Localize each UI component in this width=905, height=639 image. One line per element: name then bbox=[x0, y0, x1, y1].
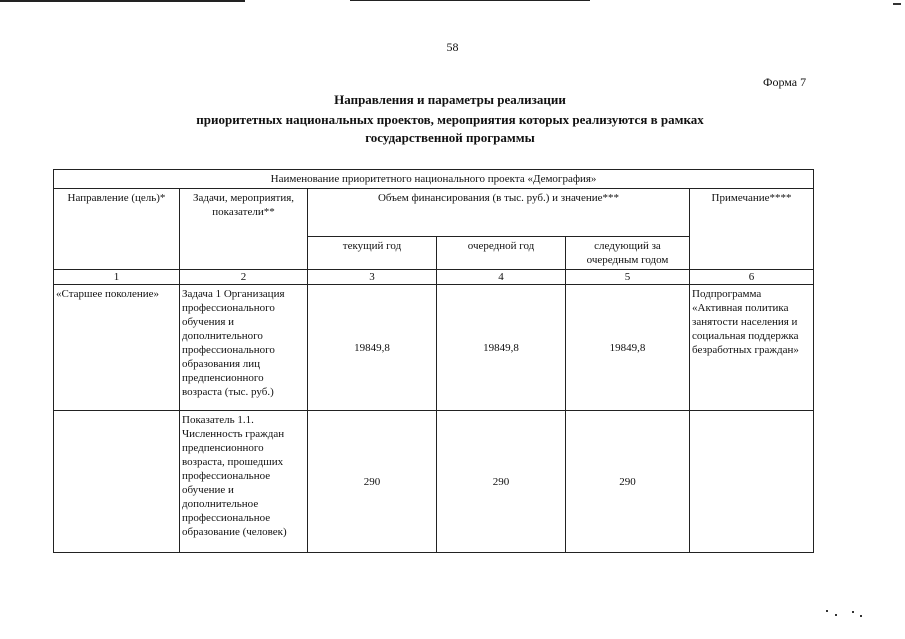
title-line-3: государственной программы bbox=[365, 130, 535, 145]
scan-artifact-dot bbox=[826, 610, 828, 612]
title-line-1: Направления и параметры реализации bbox=[334, 92, 566, 107]
col-number: 6 bbox=[690, 270, 814, 285]
title-line-2: приоритетных национальных проектов, мероприятия которых реализуются в рамках bbox=[196, 112, 704, 127]
header-financing: Объем финансирования (в тыс. руб.) и значение*** bbox=[308, 189, 690, 237]
form-label: Форма 7 bbox=[763, 75, 807, 89]
cell-following: 19849,8 bbox=[566, 285, 690, 411]
cell-task: Задача 1 Организация профессионального обучения и дополнительного профессионального образования лиц предпенсионного возраста (тыс. руб.) bbox=[180, 285, 308, 411]
col-number: 4 bbox=[437, 270, 566, 285]
cell-direction bbox=[54, 411, 180, 553]
scan-artifact-line-right bbox=[350, 0, 590, 1]
page-number: 58 bbox=[446, 40, 459, 54]
header-current-year: текущий год bbox=[308, 237, 437, 270]
header-tasks: Задачи, мероприятия, показатели** bbox=[180, 189, 308, 270]
cell-direction: «Старшее поколение» bbox=[54, 285, 180, 411]
scan-artifact-dot bbox=[860, 615, 862, 617]
header-next-year: очередной год bbox=[437, 237, 566, 270]
header-note: Примечание**** bbox=[690, 189, 814, 270]
cell-next: 290 bbox=[437, 411, 566, 553]
cell-current: 290 bbox=[308, 411, 437, 553]
col-number: 2 bbox=[180, 270, 308, 285]
col-number: 5 bbox=[566, 270, 690, 285]
project-header: Наименование приоритетного национального проекта «Демография» bbox=[54, 170, 814, 189]
cell-following: 290 bbox=[566, 411, 690, 553]
cell-current: 19849,8 bbox=[308, 285, 437, 411]
scan-artifact-dot bbox=[852, 611, 854, 613]
col-number: 1 bbox=[54, 270, 180, 285]
scan-artifact-dot bbox=[835, 614, 837, 616]
col-number: 3 bbox=[308, 270, 437, 285]
header-following-year: следующий за очередным годом bbox=[566, 237, 690, 270]
header-direction: Направление (цель)* bbox=[54, 189, 180, 270]
directions-table bbox=[53, 169, 814, 553]
cell-note bbox=[690, 411, 814, 553]
scan-artifact-dot bbox=[893, 3, 901, 5]
table-row bbox=[54, 411, 814, 553]
scan-artifact-line-left bbox=[0, 0, 245, 2]
cell-next: 19849,8 bbox=[437, 285, 566, 411]
cell-note: Подпрограмма «Активная политика занятости населения и социальная поддержка безработных граждан» bbox=[690, 285, 814, 411]
table-row bbox=[54, 285, 814, 411]
cell-task: Показатель 1.1. Численность граждан предпенсионного возраста, прошедших профессиональное обучение и дополнительное профессиональное образование (человек) bbox=[180, 411, 308, 553]
